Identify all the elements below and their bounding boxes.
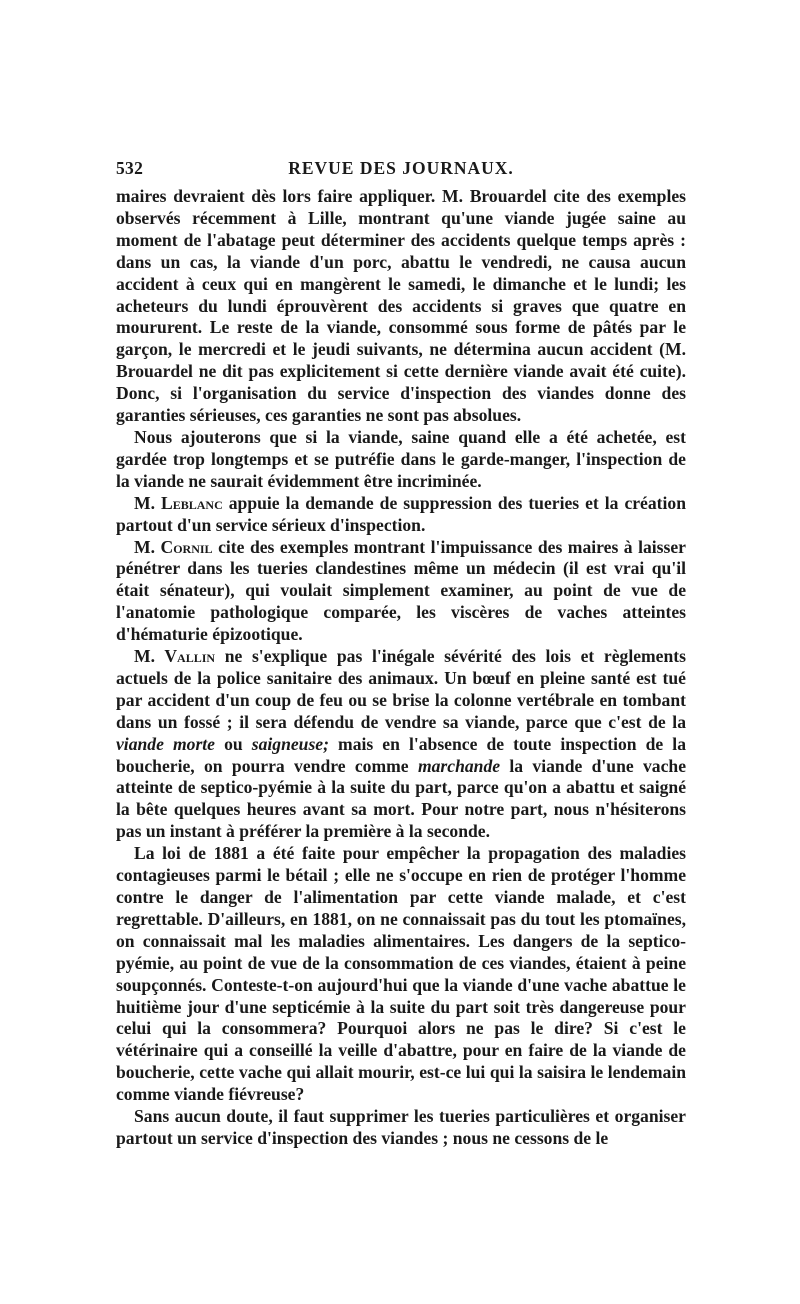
paragraph-text: cite des exemples montrant l'impuissance des maires à laisser pénétrer dans les tueries clandestines même un médecin (il est vrai qu'il était sénateur), qui voulait simplement examiner, au point de vue de l'anatomie pathologique comparée, les viscères de vaches atteintes d'hématurie épizootique. xyxy=(116,536,686,645)
paragraph: Nous ajouterons que si la viande, saine quand elle a été achetée, est gardée trop longtemps et se putréfie dans le garde-manger, l'inspection de la viande ne saurait évidemment être incriminée. xyxy=(116,426,686,491)
paragraph xyxy=(116,537,686,647)
paragraph-text: la viande d'une vache atteinte de septico-pyémie à la suite du part, parce qu'on a abattu et saigné la bête quelques heures avant sa mort. Pour notre part, nous n'hésiterons pas un instant à préférer la première à la seconde. xyxy=(116,755,687,842)
emphasis: viande morte xyxy=(116,733,215,754)
paragraph: La loi de 1881 a été faite pour empêcher la propagation des maladies contagieuses parmi le bétail ; elle ne s'occupe en rien de protéger l'homme contre le danger de l'alimentation par cette viande malade, et c'est regrettable. D'ailleurs, en 1881, on ne connaissait pas du tout les ptomaïnes, on connaissait mal les maladies alimentaires. Les dangers de la septico-pyémie, au point de vue de la consommation de ces viandes, étaient à peine soupçonnés. Conteste-t-on aujourd'hui que la viande d'une vache abattue le huitième jour d'une septicémie à la suite du part soit très dangereuse pour celui qui la consommera? Pourquoi alors ne pas le dire? Si c'est le vétérinaire qui a conseillé la veille d'abattre, pour en faire de la viande de boucherie, cette vache qui allait mourir, est-ce lui qui la saisira le lendemain comme viande fiévreuse? xyxy=(116,843,686,1105)
speaker-name: M. Leblanc xyxy=(134,492,223,513)
paragraph xyxy=(116,493,686,537)
paragraph: Sans aucun doute, il faut supprimer les tueries particulières et organiser partout un service d'inspection des viandes ; nous ne cessons de le xyxy=(116,1106,686,1148)
paragraph-text: ou xyxy=(215,733,252,754)
speaker-name: M. Cornil xyxy=(134,536,213,557)
emphasis: saigneuse; xyxy=(251,733,329,754)
paragraph xyxy=(116,646,686,843)
emphasis: marchande xyxy=(417,755,501,776)
running-title: REVUE DES JOURNAUX. xyxy=(288,158,514,178)
paragraph-text: mais en l'absence de toute inspection de la boucherie, on pourra vendre comme xyxy=(116,733,686,776)
speaker-name: M. Vallin xyxy=(134,646,216,667)
page-header xyxy=(116,158,686,182)
article-body xyxy=(116,186,686,1150)
paragraph-text: appuie la demande de suppression des tueries et la création partout d'un service sérieux d'inspection. xyxy=(116,492,686,535)
paragraph-text: ne s'explique pas l'inégale sévérité des lois et règlements actuels de la police sanitaire des animaux. Un bœuf en pleine santé est tué par accident d'un coup de feu ou se brise la colonne vertébrale en tombant dans un fossé ; il sera défendu de vendre sa viande, parce que c'est de la xyxy=(116,646,686,732)
page-number: 532 xyxy=(116,158,144,178)
paragraph: maires devraient dès lors faire appliquer. M. Brouardel cite des exemples observés récemment à Lille, montrant qu'une viande jugée saine au moment de l'abatage peut déterminer des accidents quelque temps après : dans un cas, la viande d'un porc, abattu le vendredi, ne causa aucun accident à ceux qui en mangèrent le samedi, le dimanche et le lundi; les acheteurs du lundi éprouvèrent des accidents si graves que quatre en moururent. Le reste de la viande, consommé sous forme de pâtés par le garçon, le mercredi et le jeudi suivants, ne détermina aucun accident (M. Brouardel ne dit pas explicitement si cette dernière viande avait été cuite). Donc, si l'organisation du service d'inspection des viandes donne des garanties sérieuses, ces garanties ne sont pas absolues. xyxy=(116,186,686,426)
